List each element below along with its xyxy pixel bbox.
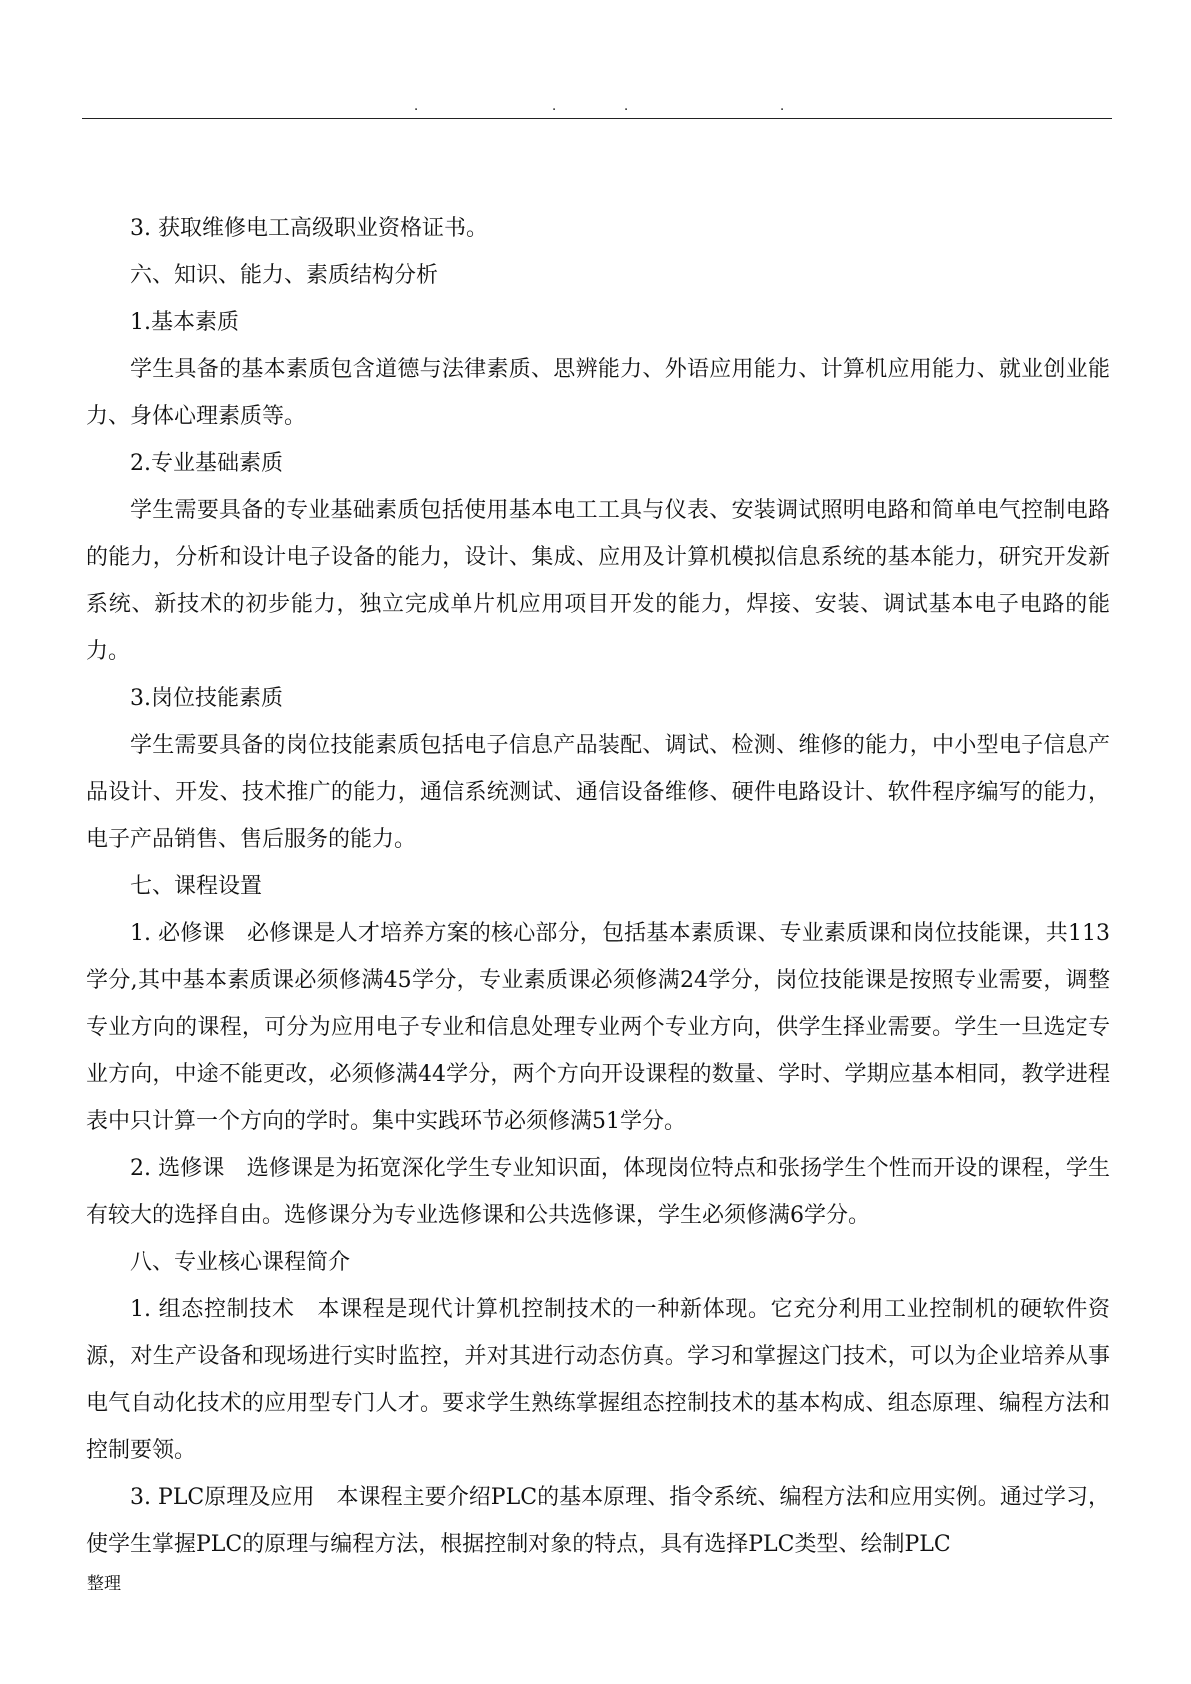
list-item-certificate: 3. 获取维修电工高级职业资格证书。 — [130, 216, 488, 241]
paragraph-configuration-control: 1. 组态控制技术 本课程是现代计算机控制技术的一种新体现。它充分利用工业控制机的硬软件资源，对生产设备和现场进行实时监控，并对其进行动态仿真。学习和掌握这门技术，可以为企业培养从事电气自动化技术的应用型专门人才。要求学生熟练掌握组态控制技术的基本构成、组态原理、编程方法和控制要领。 — [86, 1297, 1110, 1463]
paragraph-basic-quality: 学生具备的基本素质包含道德与法律素质、思辨能力、外语应用能力、计算机应用能力、就业创业能力、身体心理素质等。 — [86, 357, 1110, 429]
header-dot: . — [414, 99, 419, 114]
page-header — [82, 98, 1112, 116]
subheading-basic-quality: 1.基本素质 — [130, 310, 239, 335]
paragraph-professional-foundation: 学生需要具备的专业基础素质包括使用基本电工工具与仪表、安装调试照明电路和简单电气控制电路的能力，分析和设计电子设备的能力，设计、集成、应用及计算机模拟信息系统的基本能力，研究开发新系统、新技术的初步能力，独立完成单片机应用项目开发的能力，焊接、安装、调试基本电子电路的能力。 — [86, 498, 1110, 664]
subheading-professional-foundation: 2.专业基础素质 — [130, 451, 283, 476]
paragraph-elective-courses: 2. 选修课 选修课是为拓宽深化学生专业知识面，体现岗位特点和张扬学生个性而开设的课程，学生有较大的选择自由。选修课分为专业选修课和公共选修课，学生必须修满6学分。 — [86, 1156, 1110, 1228]
header-dot: . — [624, 99, 629, 114]
paragraph-required-courses: 1. 必修课 必修课是人才培养方案的核心部分，包括基本素质课、专业素质课和岗位技能课，共113学分,其中基本素质课必须修满45学分，专业素质课必须修满24学分，岗位技能课是按照专业需要，调整专业方向的课程，可分为应用电子专业和信息处理专业两个专业方向，供学生择业需要。学生一旦选定专业方向，中途不能更改，必须修满44学分，两个方向开设课程的数量、学时、学期应基本相同，教学进程表中只计算一个方向的学时。集中实践环节必须修满51学分。 — [86, 921, 1110, 1134]
section-heading-curriculum: 七、课程设置 — [130, 874, 263, 899]
header-dot: . — [780, 99, 785, 114]
subheading-job-skills: 3.岗位技能素质 — [130, 686, 283, 711]
header-rule — [82, 118, 1112, 119]
section-heading-structure-analysis: 六、知识、能力、素质结构分析 — [130, 263, 439, 288]
paragraph-job-skills: 学生需要具备的岗位技能素质包括电子信息产品装配、调试、检测、维修的能力，中小型电子信息产品设计、开发、技术推广的能力，通信系统测试、通信设备维修、硬件电路设计、软件程序编写的能力，电子产品销售、售后服务的能力。 — [86, 733, 1110, 852]
header-dot: . — [552, 99, 557, 114]
section-heading-core-courses: 八、专业核心课程简介 — [130, 1250, 351, 1275]
paragraph-plc: 3. PLC原理及应用 本课程主要介绍PLC的基本原理、指令系统、编程方法和应用实例。通过学习，使学生掌握PLC的原理与编程方法，根据控制对象的特点，具有选择PLC类型、绘制PLC — [86, 1485, 1110, 1557]
document-body — [86, 205, 1110, 1568]
page-footer: 整理 — [87, 1574, 121, 1594]
